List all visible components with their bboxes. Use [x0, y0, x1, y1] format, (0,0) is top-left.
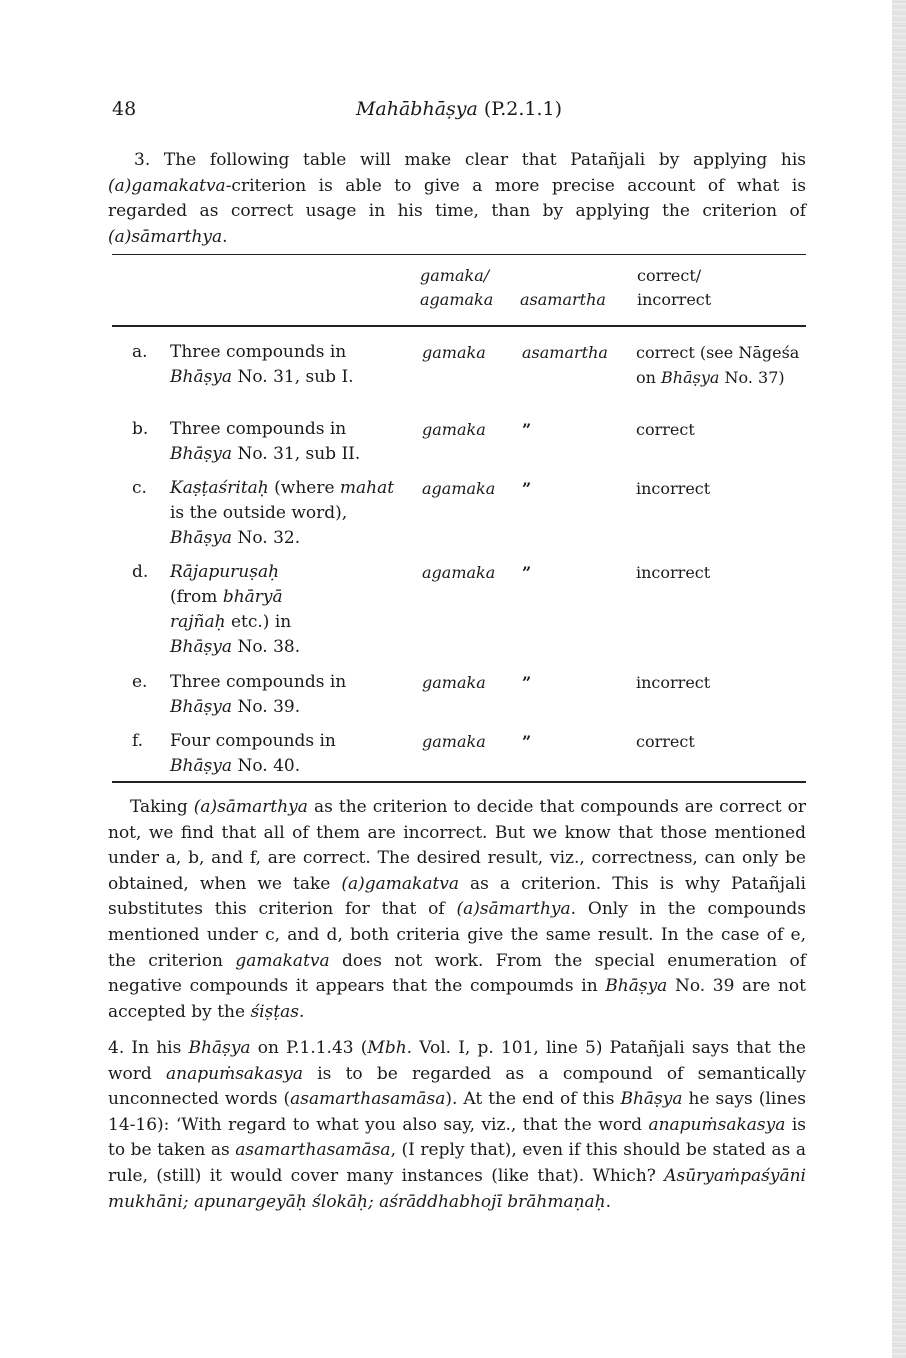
paragraph-four: 4. In his Bhāṣya on P.1.1.43 (Mbh. Vol. I, p. 101, line 5) Patañjali says that the word anapuṁsakasya is to be regarded as a compound of semantically unconnected words (asamarthasamāsa). At the end of this Bhāṣya he says (lines 14-16): ‘With regard to what you also say, viz., that the word anapuṁsakasya is to be taken as asamarthasamāsa, (I reply that), even if this should be stated as a rule, (still) it would cover many instances (like that). Which? Asūryaṁpaśyāni mukhāni; apunargeyāḥ ślokāḥ; aśrāddhabhojī brāhmaṇaḥ.	[108, 1038, 806, 1212]
book-page: 48 Mahābhāṣya (P.2.1.1) 3. The following table will make clear that Patañjali by applying his (a)gamakatva-criterion is able to give a more precise account of what is regarded as correct usage in his time, than by applying the criterion of (a)sāmarthya. gamaka/ agamaka asamartha correct/ incorrect a. Three compounds in Bhāṣya No. 31, sub I. gamaka asamartha correct (see Nāgeśa on Bhāṣya No. 37) b. Three compounds in Bhāṣya No. 31, sub II. gamaka ” correct c. Kaṣṭaśritaḥ (where mahat is the outside word), Bhāṣya No. 32. agamaka ” incorrect d. Rājapuruṣaḥ (from bhāryā rajñaḥ etc.) in Bhāṣya No. 38. agamaka ” incorrect e. Three compounds in Bhāṣya No. 39. gamaka ” incorrect f. Four compounds in Bhāṣya No. 40. gamaka ” correct Taking (a)sāmarthya as the criterion to decide that compounds are correct or not, we find that all of them are incorrect. But we know that those mentioned under a, b, and f, are correct. The desired result, viz., correctness, can only be obtained, when we take (a)gamakatva as a criterion. This is why Patañjali substitutes this criterion for that of (a)sāmarthya. Only in the compounds mentioned under c, and d, both criteria give the same result. In the case of e, the criterion gamakatva does not work. From the special enumeration of negative compounds it appears that the compoumds in Bhāṣya No. 39 are not accepted by the śiṣṭas. 4. In his Bhāṣya on P.1.1.43 (Mbh. Vol. I, p. 101, line 5) Patañjali says that the word anapuṁsakasya is to be regarded as a compound of semantically unconnected words (asamarthasamāsa). At the end of this Bhāṣya he says (lines 14-16): ‘With regard to what you also say, viz., that the word anapuṁsakasya is to be taken as asamarthasamāsa, (I reply that), even if this should be stated as a rule, (still) it would cover many instances (like that). Which? Asūryaṁpaśyāni mukhāni; apunargeyāḥ ślokāḥ; aśrāddhabhojī brāhmaṇaḥ.	[0, 0, 906, 1358]
table-bottom-rule	[112, 781, 806, 783]
header-asamartha: asamartha	[520, 290, 606, 309]
running-title: Mahābhāṣya (P.2.1.1)	[355, 98, 563, 120]
page-edge-shadow	[892, 0, 906, 1358]
page-header	[112, 98, 806, 124]
page-number: 48	[112, 98, 137, 120]
header-gamaka: gamaka/ agamaka	[420, 266, 494, 309]
header-correct: correct/ incorrect	[637, 266, 712, 309]
table-header-rule	[112, 325, 806, 327]
paragraph-taking: Taking (a)sāmarthya as the criterion to decide that compounds are correct or not, we find that all of them are incorrect. But we know that those mentioned under a, b, and f, are correct. The desired result, viz., correctness, can only be obtained, when we take (a)gamakatva as a criterion. This is why Patañjali substitutes this criterion for that of (a)sāmarthya. Only in the compounds mentioned under c, and d, both criteria give the same result. In the case of e, the criterion gamakatva does not work. From the special enumeration of negative compounds it appears that the compoumds in Bhāṣya No. 39 are not accepted by the śiṣṭas.	[108, 797, 807, 1022]
paragraph-table-intro: 3. The following table will make clear that Patañjali by applying his (a)gamakatva-criterion is able to give a more precise account of what is regarded as correct usage in his time, than by applying the criterion of (a)sāmarthya.	[108, 150, 806, 247]
table-top-rule	[112, 254, 806, 255]
